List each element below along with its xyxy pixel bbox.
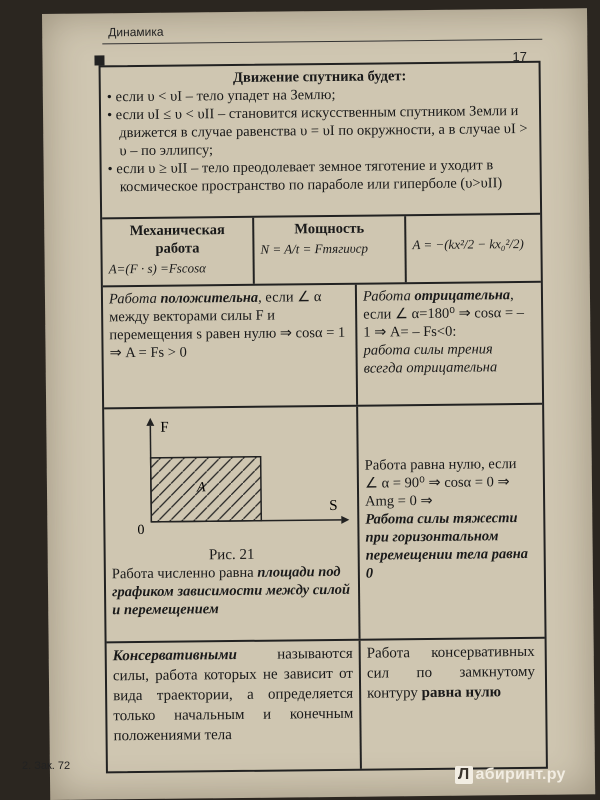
formula-row bbox=[102, 213, 541, 286]
book-page bbox=[42, 8, 595, 800]
graph-description: Работа численно равна площади под графиком зависимости между силой и перемещением bbox=[111, 563, 351, 619]
closed-loop-cell: Работа консервативных сил по замкнутому контуру равна нулю bbox=[359, 639, 542, 769]
running-head: Динамика bbox=[108, 24, 164, 40]
positive-work-cell: Работа положительна, если ∠ α между векторами силы F и перемещения s равен нулю ⇒ cosα = 1 ⇒ A = Fs > 0 bbox=[108, 289, 346, 362]
zero-key: силы тяжести при горизонтальном перемещении тела равна 0 bbox=[365, 510, 529, 582]
figure-caption: Рис. 21 bbox=[208, 546, 255, 564]
watermark-logo-icon: Л bbox=[455, 766, 473, 784]
conservative-cell: Консервативными называются силы, работа которых не зависит от вида траектории, а определяется только начальным и конечным положениями тела bbox=[112, 645, 354, 745]
origin-label: 0 bbox=[137, 522, 145, 539]
satellite-title: Движение спутника будет: bbox=[232, 68, 407, 87]
content-table bbox=[99, 61, 548, 774]
spring-formula: A = −(kx²/2 − kx₀²/2) bbox=[412, 235, 524, 253]
area-label: A bbox=[196, 480, 206, 496]
satellite-item: • если υ ≥ υII – тело преодолевает земное тяготение и уходит в космическое пространство по параболе или гиперболе (υ>υII) bbox=[107, 157, 503, 196]
negative-key: отрицательна bbox=[414, 287, 511, 305]
satellite-item: • если υI ≤ υ < υII – становится искусственным спутником Земли и движется в случае равенства υ = υI по окружности, а в случае υI > υ – по эллипсу; bbox=[106, 103, 528, 160]
friction-note: работа силы трения всегда отрицательна bbox=[363, 341, 498, 377]
negative-work-cell: Работа отрицательна, если ∠ α=180⁰ ⇒ cosα = –1 ⇒ A= – Fs<0: работа силы трения всегда отрицательна bbox=[355, 283, 538, 405]
x-axis-arrow-icon bbox=[341, 516, 349, 524]
conservative-row bbox=[107, 637, 546, 772]
work-title: Механическая работа bbox=[129, 222, 225, 257]
force-displacement-graph bbox=[110, 410, 351, 543]
watermark: Л абиринт.ру bbox=[455, 766, 566, 784]
satellite-item: • если υ < υI – тело упадет на Землю; bbox=[106, 86, 336, 106]
graph-cell bbox=[104, 407, 358, 642]
page-tab-marker bbox=[94, 55, 104, 65]
sign-row bbox=[103, 281, 542, 408]
work-formula-cell bbox=[102, 218, 253, 286]
graph-key: площади под графиком зависимости между силой и перемещением bbox=[111, 563, 351, 619]
zero-work-cell bbox=[356, 405, 540, 639]
conservative-key: Консервативными bbox=[112, 646, 238, 665]
running-head-rule bbox=[102, 39, 542, 45]
satellite-row bbox=[101, 63, 541, 218]
spring-formula-cell bbox=[404, 215, 537, 282]
graph-row bbox=[104, 403, 544, 642]
zero-gravity: Работа силы тяжести при горизонтальном перемещении тела равна 0 bbox=[365, 510, 529, 582]
closed-key: равна нулю bbox=[421, 684, 502, 702]
satellite-cell bbox=[101, 63, 541, 218]
page-number: 17 bbox=[512, 48, 528, 65]
work-formula: A=(F · s) =Fscosα bbox=[108, 260, 207, 277]
y-axis-arrow-icon bbox=[146, 418, 154, 426]
power-formula: N = A/t = Fтягиυср bbox=[260, 240, 369, 257]
power-title: Мощность bbox=[294, 220, 365, 238]
y-axis-label: F bbox=[160, 419, 169, 436]
zero-condition: Работа равна нулю, если ∠ α = 90⁰ ⇒ cosα = 0 ⇒ Amg = 0 ⇒ bbox=[364, 456, 517, 510]
x-axis-label: S bbox=[329, 497, 338, 515]
signature-note: 2. Зак. 72 bbox=[22, 760, 71, 772]
power-formula-cell bbox=[252, 216, 405, 284]
work-area-rect bbox=[151, 457, 262, 522]
positive-key: положительна bbox=[160, 289, 259, 307]
